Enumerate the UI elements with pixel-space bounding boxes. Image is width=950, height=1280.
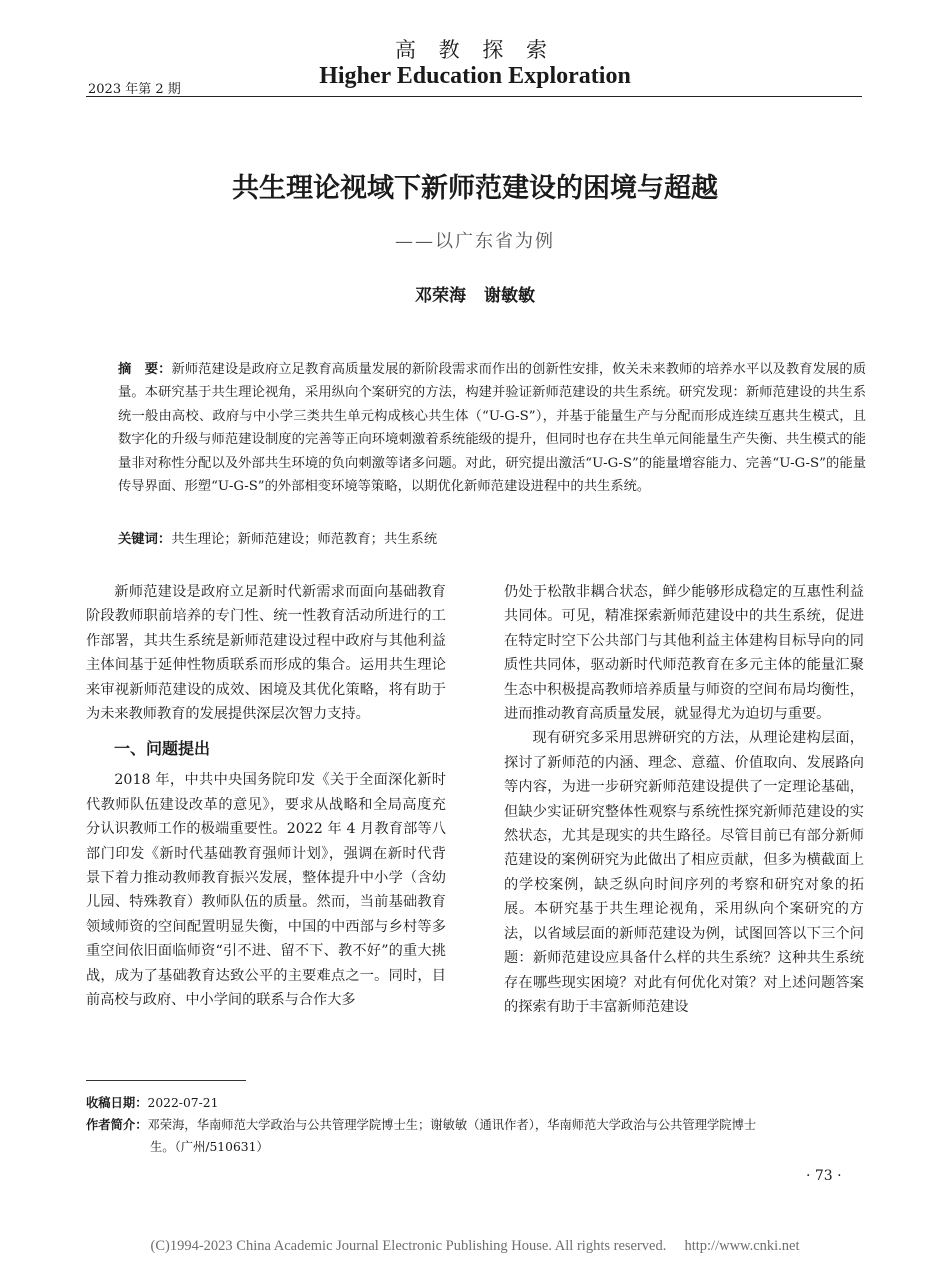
author-text-continued: 生。（广州/510631） <box>150 1140 269 1154</box>
keywords-text: 共生理论；新师范建设；师范教育；共生系统 <box>171 532 438 547</box>
keywords-label: 关键词： <box>118 532 172 547</box>
journal-title-cn: 高 教 探 索 <box>394 38 556 62</box>
copyright-notice: (C)1994-2023 China Academic Journal Electronic Publishing House. All rights reserved. http://www.cnki.net <box>150 1238 800 1254</box>
footnote-divider <box>86 1080 246 1081</box>
article-subtitle: ——以广东省为例 <box>395 231 555 252</box>
abstract-label: 摘 要： <box>118 362 172 377</box>
body-paragraph: 现有研究多采用思辨研究的方法，从理论建构层面，探讨了新师范的内涵、理念、意蕴、价值取向、发展路向等内容，为进一步研究新师范建设提供了一定理论基础，但缺少实证研究整体性观察与系统性探究新师范建设的实然状态，尤其是现实的共生路径。尽管目前已有部分新师范建设的案例研究为此做出了相应贡献，但多为横截面上的学校案例，缺乏纵向时间序列的考察和研究对象的拓展。本研究基于共生理论视角，采用纵向个案研究的方法，以省域层面的新师范建设为例，试图回答以下三个问题：新师范建设应具备什么样的共生系统？这种共生系统存在哪些现实困境？对此有何优化对策？对上述问题答案的探索有助于丰富新师范建设 <box>504 730 864 1015</box>
author-text: 邓荣海，华南师范大学政治与公共管理学院博士生；谢敏敏（通讯作者），华南师范大学政治与公共管理学院博士 <box>147 1118 757 1132</box>
footnote-author <box>86 1114 866 1158</box>
author-label: 作者简介： <box>86 1118 148 1132</box>
issue-label: 2023 年第 2 期 <box>88 82 181 97</box>
keywords <box>118 528 866 551</box>
received-date: 2022-07-21 <box>147 1096 219 1110</box>
body-paragraph: 仍处于松散非耦合状态，鲜少能够形成稳定的互惠性利益共同体。可见，精准探索新师范建设中的共生系统，促进在特定时空下公共部门与其他利益主体建构目标导向的同质性共同体，驱动新时代师范教育在多元主体的能量汇聚生态中积极提高教师培养质量与师资的空间布局均衡性，进而推动教育高质量发展，就显得尤为迫切与重要。 <box>504 584 864 723</box>
header-divider <box>86 96 862 97</box>
abstract <box>118 358 866 498</box>
article-authors: 邓荣海 谢敏敏 <box>415 286 535 306</box>
abstract-text: 新师范建设是政府立足教育高质量发展的新阶段需求而作出的创新性安排，攸关未来教师的培养水平以及教育发展的质量。本研究基于共生理论视角，采用纵向个案研究的方法，构建并验证新师范建设的共生系统。研究发现：新师范建设的共生系统一般由高校、政府与中小学三类共生单元构成核心共生体（“U-G-S”），并基于能量生产与分配而形成连续互惠共生模式，且数字化的升级与师范建设制度的完善等正向环境刺激着系统能级的提升，但同时也存在共生单元间能量生产失衡、共生模式的能量非对称性分配以及外部共生环境的负向刺激等诸多问题。对此，研究提出激活“U-G-S”的能量增容能力、完善“U-G-S”的能量传导界面、形塑“U-G-S”的外部相变环境等策略，以期优化新师范建设进程中的共生系统。 <box>118 362 867 495</box>
article-title: 共生理论视域下新师范建设的困境与超越 <box>232 173 718 204</box>
journal-title-en: Higher Education Exploration <box>319 63 631 89</box>
received-label: 收稿日期： <box>86 1096 148 1110</box>
page-number: · 73 · <box>806 1168 842 1184</box>
body-paragraph: 新师范建设是政府立足新时代新需求而面向基础教育阶段教师职前培养的专门性、统一性教育活动所进行的工作部署，其共生系统是新师范建设过程中政府与其他利益主体间基于延伸性物质联系而形成的集合。运用共生理论来审视新师范建设的成效、困境及其优化策略，将有助于为未来教师教育的发展提供深层次智力支持。 <box>86 584 446 723</box>
body-column-left <box>86 580 446 1013</box>
body-paragraph: 2018 年，中共中央国务院印发《关于全面深化新时代教师队伍建设改革的意见》，要求从战略和全局高度充分认识教师工作的极端重要性。2022 年 4 月教育部等八部门印发《新时代基础教育强师计划》，强调在新时代背景下着力推动教师教育振兴发展，整体提升中小学（含幼儿园、特殊教育）教师队伍的质量。然而，当前基础教育领域师资的空间配置明显失衡，中国的中西部与乡村等多重空间依旧面临师资“引不进、留不下、教不好”的重大挑战，成为了基础教育达致公平的主要难点之一。同时，目前高校与政府、中小学间的联系与合作大多 <box>86 772 446 1009</box>
body-column-right <box>504 580 864 1019</box>
footnote-received <box>86 1092 866 1114</box>
section-heading: 一、问题提出 <box>114 739 211 759</box>
